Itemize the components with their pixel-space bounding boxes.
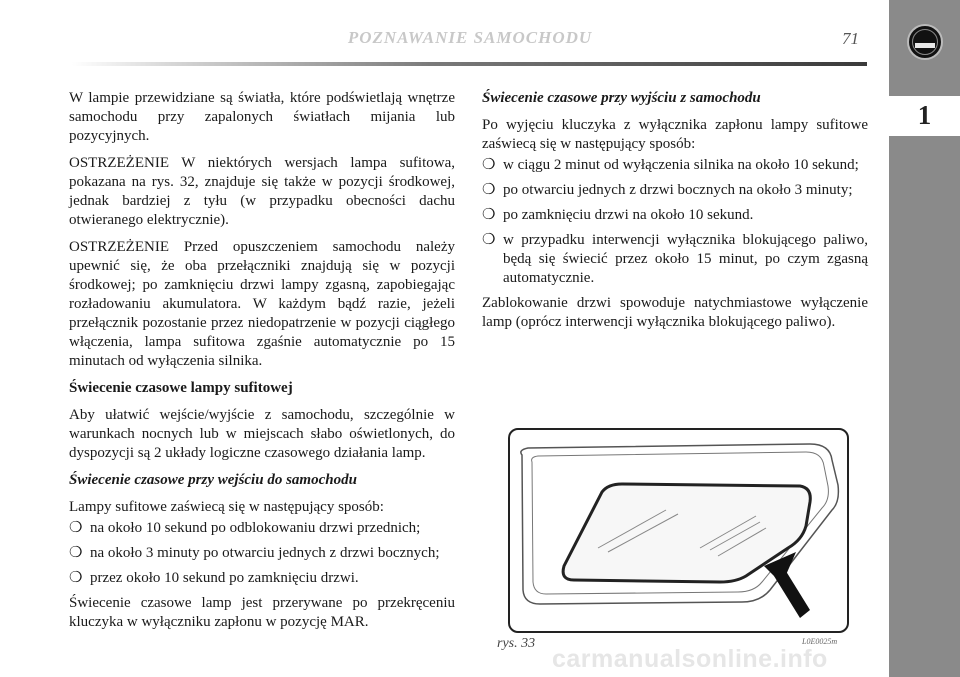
figure-ceiling-lamp (508, 428, 849, 633)
paragraph-lock-off: Zablokowanie drzwi spowoduje natychmiastowe wyłączenie lamp (oprócz interwencji wyłącznika blokującego paliwo). (482, 295, 868, 330)
paragraph-timed-lighting: Aby ułatwić wejście/wyjście z samochodu, szczególnie w warunkach nocnych lub w miejscach słabo oświetlonych, do dyspozycji są 2 układy logiczne czasowego działania lamp. (69, 407, 455, 461)
bullet-circle-icon: ❍ (482, 232, 496, 248)
paragraph-warning-2: OSTRZEŻENIE Przed opuszczeniem samochodu należy upewnić się, że oba przełączniki znajdują się w pozycji środkowej; po zamknięciu drzwi lampy zgasną, zapobiegając rozładowaniu akumulatora. W każdym bądź razie, jeżeli przełącznik pozostanie przez niedopatrzenie w pozycji ciągłego włączenia, lampa sufitowa zgaśnie automatycznie po 15 minutach od wyłączenia silnika. (69, 239, 455, 369)
paragraph-warning-1: OSTRZEŻENIE W niektórych wersjach lampa sufitowa, pokazana na rys. 32, znajduje się także w pozycji środkowej, jednak bardziej z tyłu (w przypadku obecności dachu otwieranego elektrycznie). (69, 155, 455, 228)
list-item: ❍ w przypadku interwencji wyłącznika blokującego paliwo, będą się świecić przez około 15 minut, po czym zgasną automatycznie. (482, 232, 868, 286)
paragraph-interrupt: Świecenie czasowe lamp jest przerywane po przekręceniu kluczyka w wyłączniku zapłonu w pozycję MAR. (69, 595, 455, 630)
lancia-logo-icon (907, 24, 943, 60)
bullet-circle-icon: ❍ (69, 570, 83, 586)
exit-bullet-list (482, 156, 868, 288)
list-item: ❍ po otwarciu jednych z drzwi bocznych na około 3 minuty; (482, 182, 853, 198)
paragraph-entry-intro: Lampy sufitowe zaświecą się w następujący sposób: (69, 499, 384, 515)
bullet-circle-icon: ❍ (482, 207, 496, 223)
right-text-column (482, 89, 868, 340)
chapter-indicator (889, 96, 960, 136)
ceiling-lamp-illustration (510, 430, 847, 631)
bullet-circle-icon: ❍ (69, 520, 83, 536)
list-item: ❍ na około 10 sekund po odblokowaniu drzwi przednich; (69, 520, 421, 536)
running-header-title: POZNAWANIE SAMOCHODU (347, 28, 593, 47)
watermark: carmanualsonline.info (552, 645, 828, 673)
section-heading: Świecenie czasowe lampy sufitowej (69, 380, 293, 396)
figure-code: L0E0025m (802, 637, 838, 646)
list-item: ❍ po zamknięciu drzwi na około 10 sekund. (482, 207, 754, 223)
pointer-arrow-icon (764, 552, 810, 618)
bullet-circle-icon: ❍ (482, 157, 496, 173)
paragraph-exit-intro: Po wyjęciu kluczyka z wyłącznika zapłonu lampy sufitowe zaświecą się w następujący sposób: (482, 117, 868, 152)
list-item: ❍ w ciągu 2 minut od wyłączenia silnika na około 10 sekund; (482, 157, 859, 173)
bullet-circle-icon: ❍ (69, 545, 83, 561)
page-number: 71 (842, 29, 859, 48)
subheading-exit: Świecenie czasowe przy wyjściu z samochodu (482, 90, 761, 106)
bullet-circle-icon: ❍ (482, 182, 496, 198)
left-text-column (69, 89, 455, 640)
header-divider (72, 62, 867, 66)
entry-bullet-list (69, 519, 455, 588)
list-item: ❍ na około 3 minuty po otwarciu jednych z drzwi bocznych; (69, 545, 440, 561)
chapter-number: 1 (917, 100, 932, 130)
figure-caption: rys. 33 (497, 636, 536, 651)
list-item: ❍ przez około 10 sekund po zamknięciu drzwi. (69, 570, 359, 586)
paragraph-intro: W lampie przewidziane są światła, które podświetlają wnętrze samochodu przy zapalonych światłach mijania lub pozycyjnych. (69, 90, 455, 144)
subheading-entry: Świecenie czasowe przy wejściu do samochodu (69, 472, 357, 488)
